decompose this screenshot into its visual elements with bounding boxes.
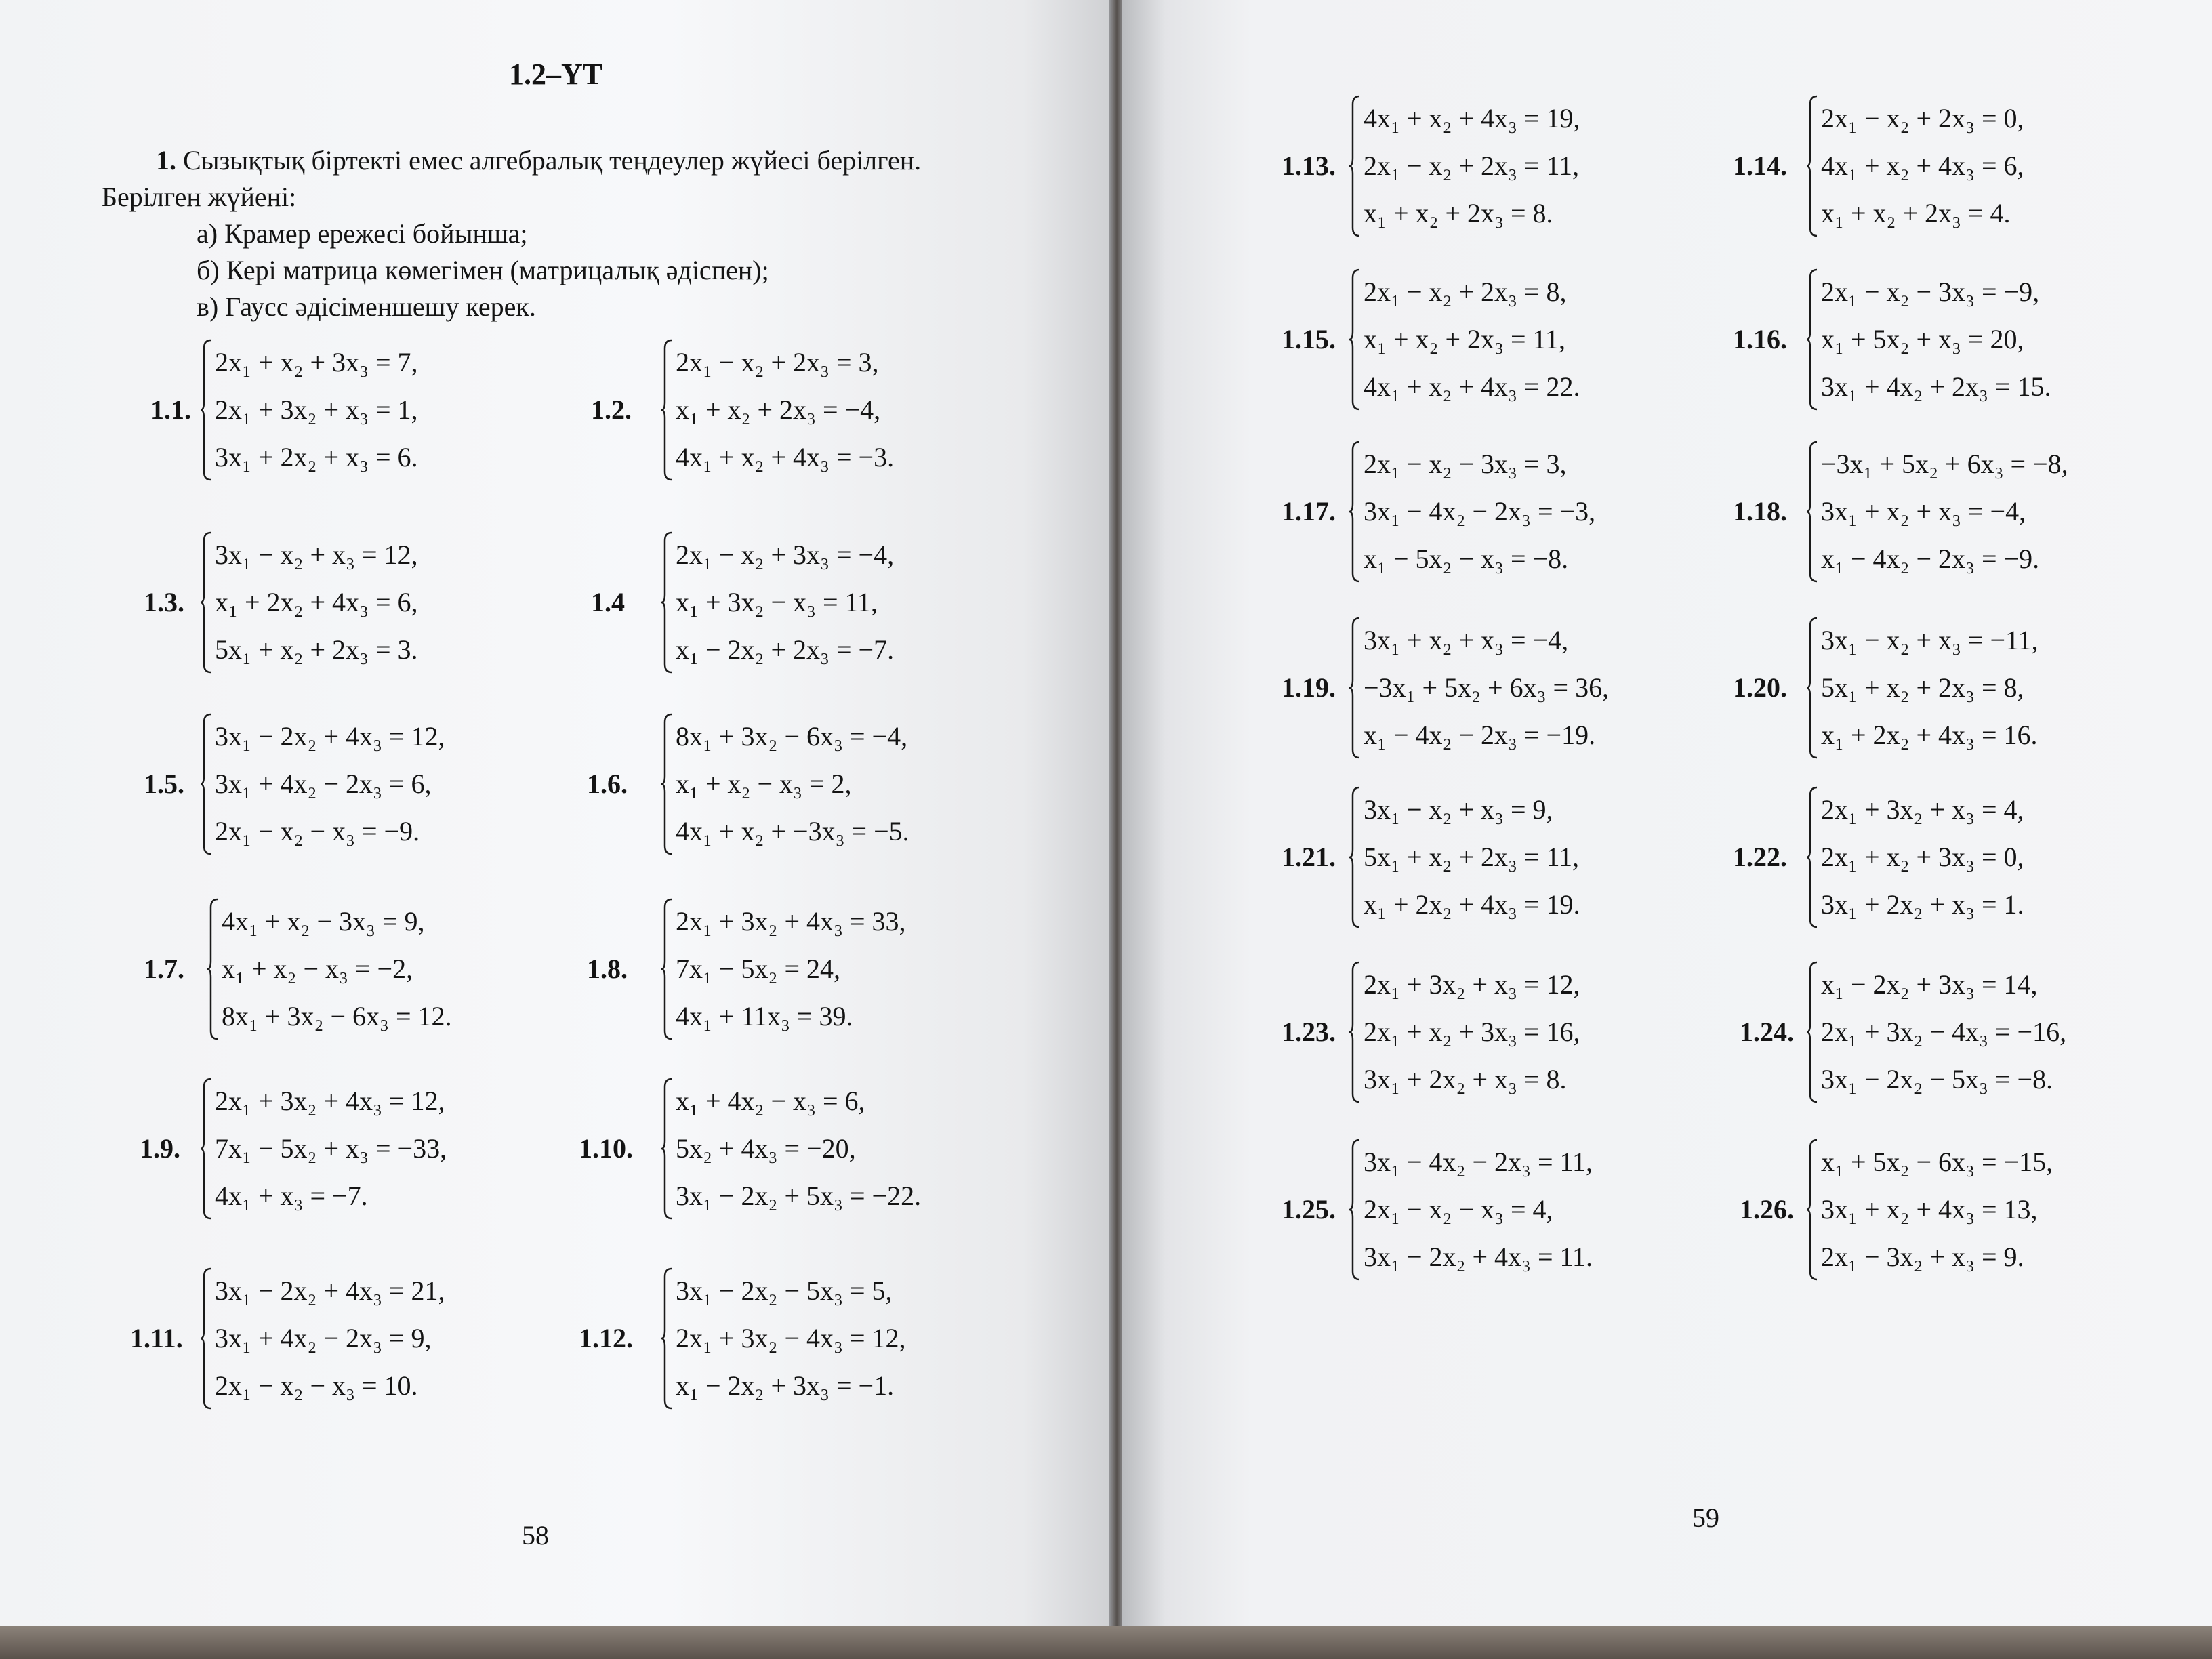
equation-line: x₁ + 2x₂ + 4x₃ = 16. [1821, 720, 2038, 750]
equation-line: 2x₁ − x₂ − 3x₃ = −9, [1821, 276, 2040, 307]
equation-system [1349, 441, 1595, 583]
equation-system [1806, 95, 2024, 237]
equation-line: 2x₁ − x₂ + 2x₃ = 11, [1364, 150, 1580, 181]
equation-line: 5x₁ + x₂ + 2x₃ = 8, [1821, 672, 2024, 703]
system-label: 1.23. [1282, 1017, 1336, 1047]
equation-line: 3x₁ + x₂ + x₃ = −4, [1821, 496, 2026, 527]
equation-line: 3x₁ − 2x₂ + 4x₃ = 21, [215, 1275, 445, 1306]
task-number: 1. [156, 145, 176, 176]
equation-system [1349, 1139, 1593, 1281]
equation-line: 2x₁ + 3x₂ − 4x₃ = −16, [1821, 1017, 2067, 1047]
page-number-left: 58 [522, 1520, 549, 1551]
system-label: 1.22. [1733, 842, 1787, 872]
system-label: 1.1. [150, 394, 191, 425]
equation-system [1806, 441, 2068, 583]
task-line-2: Берілген жүйені: [102, 182, 297, 212]
equation-system [1806, 617, 2039, 759]
curly-brace-icon [661, 1078, 674, 1220]
equation-line: 3x₁ − x₂ + x₃ = 12, [215, 539, 418, 570]
equation-line: 3x₁ − x₂ + x₃ = −11, [1821, 625, 2039, 655]
equation-line: 2x₁ + 3x₂ + x₃ = 4, [1821, 794, 2024, 825]
equation-system [1349, 268, 1580, 411]
equation-line: x₁ + 5x₂ + x₃ = 20, [1821, 324, 2024, 354]
equation-line: 4x₁ + x₂ + −3x₃ = −5. [676, 816, 909, 846]
equation-system [1349, 786, 1580, 928]
curly-brace-icon [1806, 617, 1820, 759]
system-label: 1.2. [591, 394, 632, 425]
system-label: 1.8. [587, 954, 628, 984]
equation-line: x₁ − 5x₂ − x₃ = −8. [1364, 544, 1569, 574]
equation-line: 2x₁ − x₂ − x₃ = 4, [1364, 1194, 1553, 1225]
curly-brace-icon [200, 1267, 213, 1410]
task-option-c: в) Гаусс әдісіменшешу керек. [197, 291, 536, 322]
equation-line: 2x₁ + 3x₂ + x₃ = 12, [1364, 969, 1580, 1000]
curly-brace-icon [1806, 268, 1820, 411]
equation-line: 3x₁ + 2x₂ + x₃ = 6. [215, 442, 418, 472]
equation-line: 5x₂ + 4x₃ = −20, [676, 1133, 856, 1164]
equation-line: x₁ − 4x₂ − 2x₃ = −9. [1821, 544, 2040, 574]
task-statement [102, 142, 1064, 325]
equation-line: 4x₁ + x₃ = −7. [215, 1181, 368, 1211]
equation-line: 2x₁ + 3x₂ − 4x₃ = 12, [676, 1323, 906, 1353]
equation-line: 5x₁ + x₂ + 2x₃ = 11, [1364, 842, 1580, 872]
equation-line: 8x₁ + 3x₂ − 6x₃ = −4, [676, 721, 908, 752]
equation-system [1349, 961, 1580, 1103]
equation-line: 3x₁ + 2x₂ + x₃ = 8. [1364, 1064, 1567, 1094]
curly-brace-icon [1806, 95, 1820, 237]
task-option-b: б) Кері матрица көмегімен (матрицалық әдіспен); [197, 255, 769, 285]
equation-line: 3x₁ + 4x₂ − 2x₃ = 9, [215, 1323, 432, 1353]
system-label: 1.5. [144, 769, 184, 799]
equation-line: 2x₁ + 3x₂ + 4x₃ = 12, [215, 1086, 445, 1116]
equation-line: 4x₁ + x₂ + 4x₃ = 6, [1821, 150, 2024, 181]
equation-system [1806, 1139, 2053, 1281]
equation-line: 2x₁ − x₂ − x₃ = −9. [215, 816, 420, 846]
equation-line: 3x₁ − 4x₂ − 2x₃ = −3, [1364, 496, 1596, 527]
curly-brace-icon [1349, 1139, 1362, 1281]
equation-system [661, 713, 909, 855]
equation-line: x₁ + x₂ − x₃ = 2, [676, 769, 852, 799]
equation-system [661, 898, 906, 1040]
equation-line: x₁ + x₂ + 2x₃ = 4. [1821, 198, 2011, 228]
system-label: 1.16. [1733, 324, 1787, 354]
equation-line: 3x₁ − 4x₂ − 2x₃ = 11, [1364, 1147, 1593, 1177]
equation-system [1806, 786, 2024, 928]
curly-brace-icon [1349, 441, 1362, 583]
curly-brace-icon [661, 531, 674, 674]
section-heading: 1.2–YT [508, 58, 603, 91]
system-label: 1.13. [1282, 150, 1336, 181]
curly-brace-icon [1806, 961, 1820, 1103]
equation-line: 3x₁ + 4x₂ + 2x₃ = 15. [1821, 371, 2051, 402]
equation-line: 3x₁ − 2x₂ + 4x₃ = 12, [215, 721, 445, 752]
system-label: 1.25. [1282, 1194, 1336, 1225]
equation-line: 2x₁ − x₂ + 2x₃ = 3, [676, 347, 879, 377]
equation-line: x₁ + x₂ − x₃ = −2, [222, 954, 413, 984]
equation-line: x₁ + 5x₂ − 6x₃ = −15, [1821, 1147, 2053, 1177]
equation-line: x₁ − 2x₂ + 3x₃ = 14, [1821, 969, 2038, 1000]
right-page [1122, 0, 2212, 1659]
table-surface [0, 1626, 2212, 1659]
curly-brace-icon [661, 339, 674, 481]
curly-brace-icon [1349, 95, 1362, 237]
equation-system [200, 1078, 447, 1220]
task-option-a: а) Крамер ережесі бойынша; [197, 218, 528, 249]
equation-line: x₁ − 2x₂ + 3x₃ = −1. [676, 1370, 895, 1401]
curly-brace-icon [661, 1267, 674, 1410]
equation-line: 2x₁ − x₂ + 2x₃ = 8, [1364, 276, 1567, 307]
equation-line: x₁ + 2x₂ + 4x₃ = 6, [215, 587, 418, 617]
system-label: 1.10. [579, 1133, 633, 1164]
system-label: 1.26. [1740, 1194, 1794, 1225]
equation-line: 2x₁ − x₂ − 3x₃ = 3, [1364, 449, 1567, 479]
curly-brace-icon [200, 713, 213, 855]
curly-brace-icon [661, 898, 674, 1040]
equation-system [207, 898, 452, 1040]
equation-line: x₁ + 4x₂ − x₃ = 6, [676, 1086, 865, 1116]
curly-brace-icon [207, 898, 220, 1040]
equation-line: 7x₁ − 5x₂ = 24, [676, 954, 841, 984]
equation-line: 3x₁ − 2x₂ + 5x₃ = −22. [676, 1181, 922, 1211]
equation-line: x₁ − 2x₂ + 2x₃ = −7. [676, 634, 895, 665]
equation-line: 7x₁ − 5x₂ + x₃ = −33, [215, 1133, 447, 1164]
equation-line: −3x₁ + 5x₂ + 6x₃ = 36, [1364, 672, 1610, 703]
equation-line: 2x₁ + 3x₂ + x₃ = 1, [215, 394, 418, 425]
equation-system [661, 339, 894, 481]
equation-line: 2x₁ − x₂ − x₃ = 10. [215, 1370, 418, 1401]
equation-line: 2x₁ − x₂ + 2x₃ = 0, [1821, 103, 2024, 134]
system-label: 1.18. [1733, 496, 1787, 527]
system-label: 1.3. [144, 587, 184, 617]
system-label: 1.21. [1282, 842, 1336, 872]
equation-line: 5x₁ + x₂ + 2x₃ = 3. [215, 634, 418, 665]
system-label: 1.17. [1282, 496, 1336, 527]
equation-line: 2x₁ − x₂ + 3x₃ = −4, [676, 539, 895, 570]
equation-line: 4x₁ + x₂ + 4x₃ = −3. [676, 442, 895, 472]
equation-line: 2x₁ + x₂ + 3x₃ = 0, [1821, 842, 2024, 872]
curly-brace-icon [200, 1078, 213, 1220]
equation-line: 3x₁ − 2x₂ + 4x₃ = 11. [1364, 1242, 1593, 1272]
equation-system [1349, 95, 1580, 237]
page-number-right: 59 [1692, 1502, 1719, 1533]
curly-brace-icon [1806, 1139, 1820, 1281]
equation-line: x₁ + x₂ + 2x₃ = 11, [1364, 324, 1566, 354]
equation-system [661, 1078, 921, 1220]
equation-line: 3x₁ + x₂ + 4x₃ = 13, [1821, 1194, 2038, 1225]
equation-line: 4x₁ + x₂ − 3x₃ = 9, [222, 906, 425, 937]
equation-line: 3x₁ + 4x₂ − 2x₃ = 6, [215, 769, 432, 799]
equation-line: −3x₁ + 5x₂ + 6x₃ = −8, [1821, 449, 2068, 479]
equation-line: 8x₁ + 3x₂ − 6x₃ = 12. [222, 1001, 452, 1031]
system-label: 1.15. [1282, 324, 1336, 354]
equation-line: x₁ + 2x₂ + 4x₃ = 19. [1364, 889, 1580, 920]
equation-line: x₁ − 4x₂ − 2x₃ = −19. [1364, 720, 1596, 750]
equation-line: 2x₁ − 3x₂ + x₃ = 9. [1821, 1242, 2024, 1272]
system-label: 1.9. [140, 1133, 180, 1164]
task-line-1: Сызықтық біртекті емес алгебралық теңдеулер жүйесі берілген. [183, 145, 922, 176]
equation-line: x₁ + x₂ + 2x₃ = 8. [1364, 198, 1553, 228]
curly-brace-icon [200, 339, 213, 481]
system-label: 1.12. [579, 1323, 633, 1353]
equation-line: 2x₁ + x₂ + 3x₃ = 7, [215, 347, 418, 377]
equation-line: x₁ + 3x₂ − x₃ = 11, [676, 587, 878, 617]
curly-brace-icon [1349, 961, 1362, 1103]
equation-system [200, 339, 418, 481]
system-label: 1.11. [130, 1323, 183, 1353]
equation-system [1349, 617, 1609, 759]
equation-system [200, 531, 418, 674]
equation-line: x₁ + x₂ + 2x₃ = −4, [676, 394, 881, 425]
equation-line: 3x₁ − 2x₂ − 5x₃ = −8. [1821, 1064, 2053, 1094]
equation-line: 2x₁ + 3x₂ + 4x₃ = 33, [676, 906, 906, 937]
equation-line: 3x₁ + 2x₂ + x₃ = 1. [1821, 889, 2024, 920]
system-label: 1.7. [144, 954, 184, 984]
curly-brace-icon [200, 531, 213, 674]
curly-brace-icon [1806, 441, 1820, 583]
curly-brace-icon [1349, 617, 1362, 759]
system-label: 1.14. [1733, 150, 1787, 181]
curly-brace-icon [1806, 786, 1820, 928]
equation-system [200, 713, 445, 855]
system-label: 1.6. [587, 769, 628, 799]
curly-brace-icon [661, 713, 674, 855]
curly-brace-icon [1349, 268, 1362, 411]
equation-system [1806, 268, 2051, 411]
equation-line: 3x₁ − 2x₂ − 5x₃ = 5, [676, 1275, 893, 1306]
equation-line: 3x₁ + x₂ + x₃ = −4, [1364, 625, 1569, 655]
equation-system [661, 531, 894, 674]
system-label: 1.24. [1740, 1017, 1794, 1047]
system-label: 1.20. [1733, 672, 1787, 703]
equation-line: 2x₁ + x₂ + 3x₃ = 16, [1364, 1017, 1580, 1047]
equation-line: 4x₁ + x₂ + 4x₃ = 19, [1364, 103, 1580, 134]
equation-system [200, 1267, 445, 1410]
equation-line: 4x₁ + 11x₃ = 39. [676, 1001, 853, 1031]
equation-line: 4x₁ + x₂ + 4x₃ = 22. [1364, 371, 1580, 402]
system-label: 1.19. [1282, 672, 1336, 703]
equation-line: 3x₁ − x₂ + x₃ = 9, [1364, 794, 1553, 825]
equation-system [1806, 961, 2066, 1103]
system-label: 1.4 [591, 587, 625, 617]
curly-brace-icon [1349, 786, 1362, 928]
equation-system [661, 1267, 906, 1410]
